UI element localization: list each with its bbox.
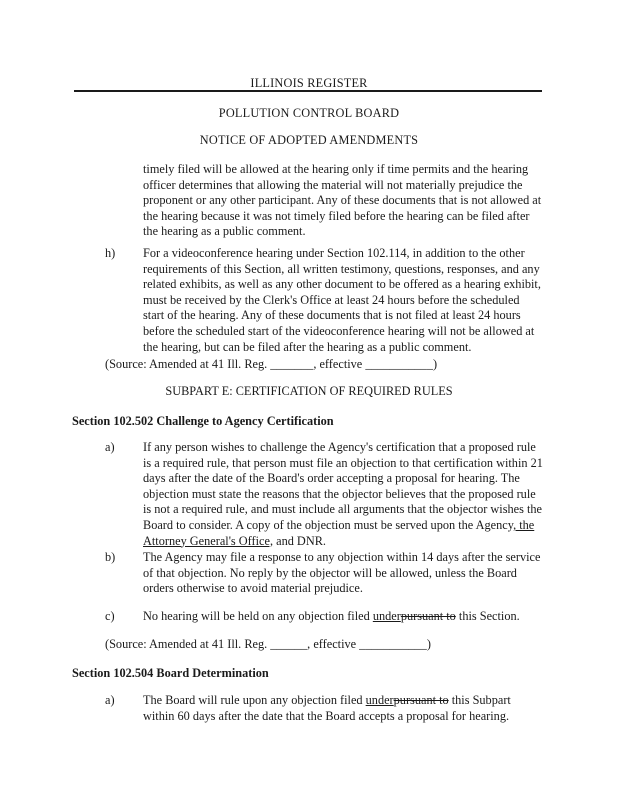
item-c-text-end: this Section. — [455, 609, 520, 623]
item-h-label: h) — [105, 246, 116, 260]
section-102-502-heading: Section 102.502 Challenge to Agency Certification — [72, 414, 334, 428]
section-102-504-heading: Section 102.504 Board Determination — [72, 666, 269, 680]
register-title: ILLINOIS REGISTER — [250, 76, 368, 90]
inserted-text: , the Attorney General's Office, — [143, 517, 535, 548]
item-504-a-label: a) — [105, 693, 115, 707]
item-b-label: b) — [105, 550, 116, 564]
notice-title: NOTICE OF ADOPTED AMENDMENTS — [199, 133, 419, 147]
subpart-title: SUBPART E: CERTIFICATION OF REQUIRED RULES — [165, 384, 453, 398]
source-note-2: (Source: Amended at 41 Ill. Reg. ______, effective ___________) — [105, 637, 431, 651]
header-rule — [74, 90, 542, 92]
continued-paragraph: timely filed will be allowed at the hearing only if time permits and the hearing officer determines that allowing the material will not materially prejudice the proponent or any other participant. Any of these documents that is not allowed at the hearing because it was not timely filed before the hearing can be filed after the hearing as a public comment. — [143, 162, 542, 239]
item-b-paragraph: The Agency may file a response to any objection within 14 days after the service of that objection. No reply by the objector will be allowed, unless the Board orders otherwise to avoid material prejudice. — [143, 550, 541, 596]
item-a-text-end: and DNR. — [273, 533, 326, 548]
item-a-paragraph — [143, 440, 543, 549]
source-note-1: (Source: Amended at 41 Ill. Reg. _______, effective ___________) — [105, 357, 438, 371]
board-title: POLLUTION CONTROL BOARD — [218, 106, 400, 120]
deleted-text: pursuant to — [400, 609, 456, 623]
item-a-text: If any person wishes to challenge the Agency's certification that a proposed rule is a required rule, that person must file an objection to that certification within 21 days after the date of the Board's order accepting a proposal for hearing. The objection must state the reasons that the objector believes that the proposed rule is not a required rule, and must include all arguments that the objector wishes the Board to consider. A copy of the objection must be served upon the Agency — [143, 440, 543, 532]
item-c-paragraph — [143, 609, 543, 625]
item-c-text: No hearing will be held on any objection filed — [143, 609, 373, 623]
inserted-text: under — [365, 693, 394, 707]
item-a-label: a) — [105, 440, 115, 454]
item-c-label: c) — [105, 609, 115, 623]
deleted-text: pursuant to — [393, 693, 449, 707]
inserted-text: under — [372, 609, 401, 623]
item-504-a-text: The Board will rule upon any objection filed — [143, 693, 366, 707]
item-504-a-text-end: this Subpart within 60 days after the date that the Board accepts a proposal for hearing. — [143, 693, 511, 723]
item-504-a-paragraph — [143, 693, 543, 724]
item-h-paragraph: For a videoconference hearing under Section 102.114, in addition to the other requirements of this Section, all written testimony, questions, responses, and any related exhibits, as well as any other document to be offered as a hearing exhibit, must be received by the Clerk's Office at least 24 hours before the scheduled start of the hearing. Any of these documents that is not filed at least 24 hours before the scheduled start of the videoconference hearing will not be allowed at the hearing, but can be filed after the hearing as a public comment. — [143, 246, 541, 354]
